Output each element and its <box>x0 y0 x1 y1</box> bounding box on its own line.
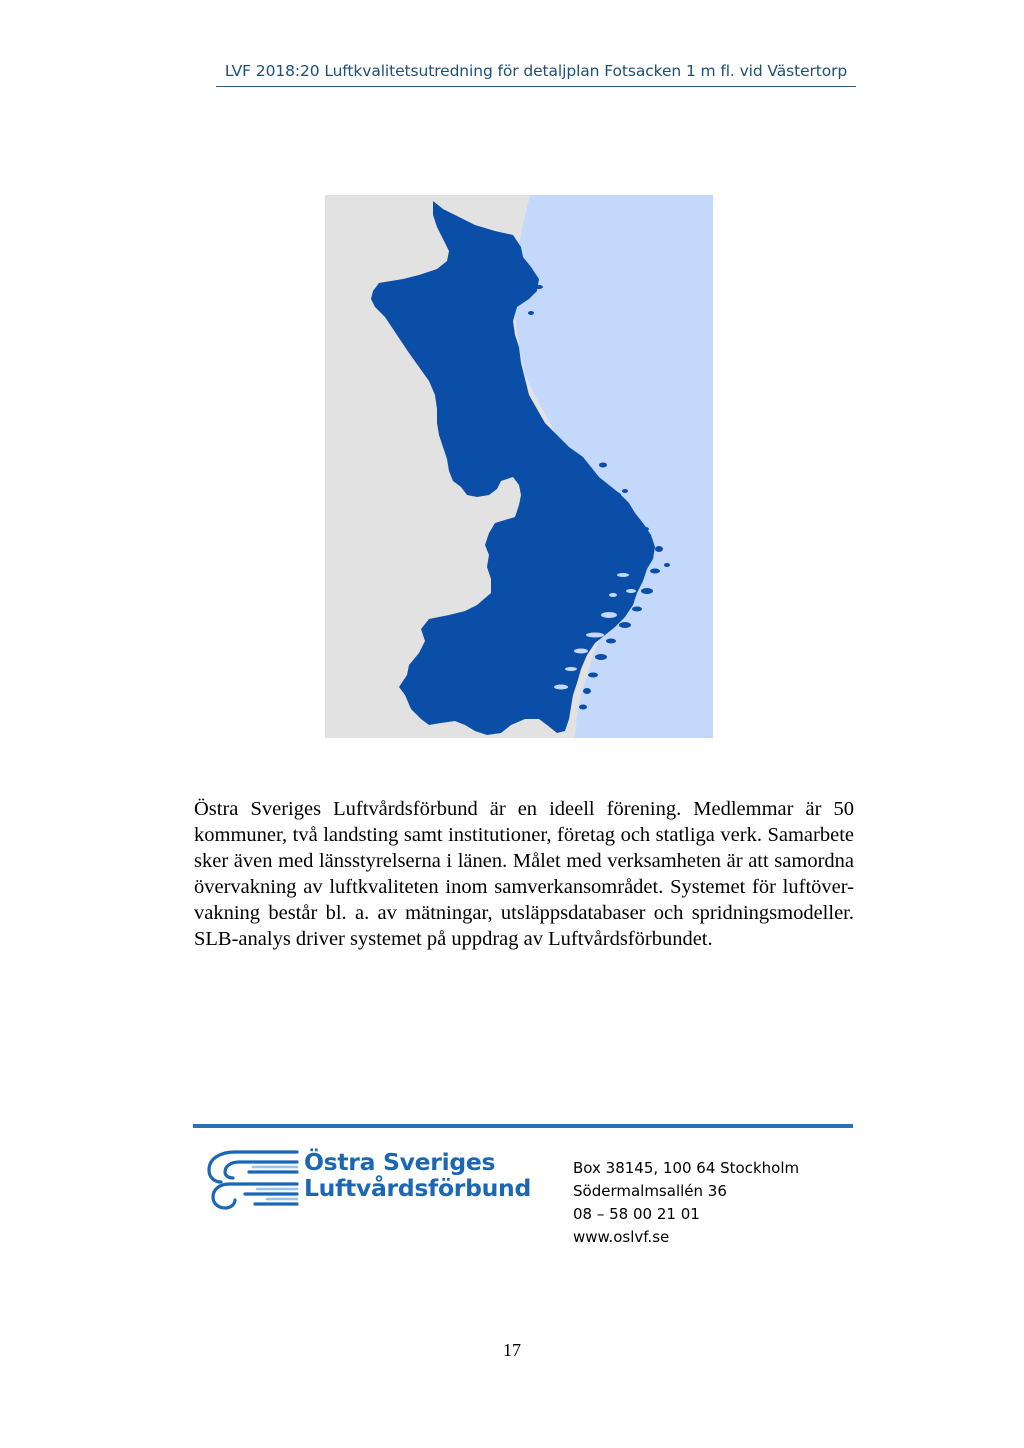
logo-line-2: Luftvårdsförbund <box>304 1174 531 1202</box>
website-link[interactable]: www.oslvf.se <box>573 1228 670 1246</box>
phone-number: 08 – 58 00 21 01 <box>573 1205 700 1223</box>
header-rule <box>216 86 856 87</box>
logo-wordmark <box>304 1149 531 1201</box>
postal-address: Box 38145, 100 64 Stockholm <box>573 1159 800 1177</box>
page-number: 17 <box>503 1340 521 1360</box>
oslvf-logo <box>205 1140 535 1215</box>
running-header: LVF 2018:20 Luftkvalitetsutredning för detaljplan Fotsacken 1 m fl. vid Västertorp <box>224 62 848 80</box>
street-address: Södermalmsallén 36 <box>573 1182 727 1200</box>
contact-block <box>573 1157 799 1249</box>
wind-swirl-icon <box>205 1140 300 1215</box>
region-map <box>325 195 713 738</box>
logo-line-1: Östra Sveriges <box>304 1148 496 1176</box>
association-description: Östra Sveriges Luftvårdsförbund är en ideell förening. Medlemmar är 50 kommuner, två landsting samt institutioner, företag och statliga verk. Samarbete sker även med länsstyrelserna i länen. Målet med verksamheten är att samordna övervakning av luftkvaliteten inom samverkansområdet. Systemet för luftöver-vakning består bl. a. av mätningar, utsläppsdatabaser och spridningsmodeller. SLB-analys driver systemet på uppdrag av Luftvårdsförbundet. <box>194 798 854 950</box>
footer-rule <box>193 1124 853 1128</box>
